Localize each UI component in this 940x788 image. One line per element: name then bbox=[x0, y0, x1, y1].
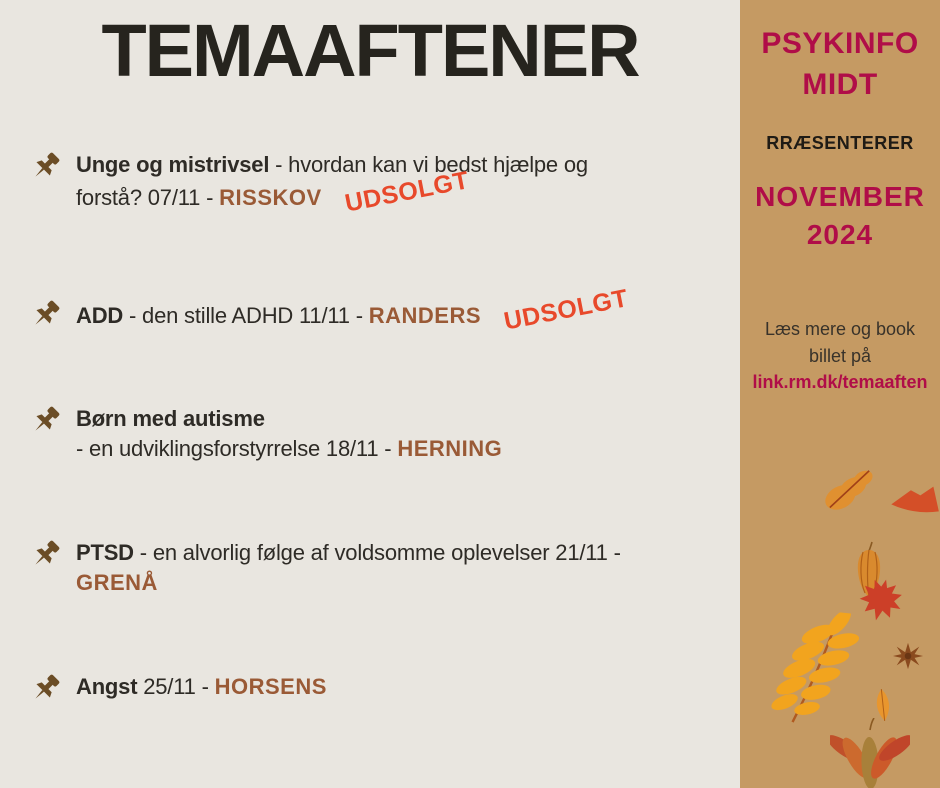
pushpin-icon bbox=[28, 296, 64, 332]
event-topic: ADD bbox=[76, 303, 124, 328]
pushpin-icon bbox=[28, 402, 64, 438]
event-description: - en udviklingsforstyrrelse 18/11 - bbox=[76, 436, 398, 462]
event-description: - den stille ADHD 11/11 - bbox=[123, 303, 369, 328]
rowan-leaf-icon bbox=[762, 606, 866, 737]
event-city: HORSENS bbox=[214, 674, 327, 699]
event-text bbox=[76, 672, 327, 702]
star-anise-icon bbox=[892, 640, 924, 672]
event-item-5 bbox=[28, 672, 327, 706]
cta-line1: Læs mere og book bbox=[764, 318, 916, 339]
event-item-3 bbox=[28, 404, 502, 465]
event-description: - hvordan kan vi bedst hjælpe og forstå? 07/11 - bbox=[76, 152, 588, 211]
sidebar bbox=[740, 0, 940, 788]
event-topic: Angst bbox=[76, 674, 138, 699]
sold-out-badge: UDSOLGT bbox=[501, 284, 631, 336]
event-topic: PTSD bbox=[76, 540, 134, 565]
month-line1: NOVEMBER bbox=[755, 181, 925, 212]
cta-text bbox=[740, 316, 940, 370]
event-text bbox=[76, 150, 636, 218]
small-leaf-icon bbox=[870, 685, 896, 725]
month-line2: 2024 bbox=[806, 218, 874, 250]
event-item-1 bbox=[28, 150, 636, 218]
event-text bbox=[76, 284, 631, 336]
org-name bbox=[740, 24, 940, 105]
event-description: - en alvorlig følge af voldsomme oplevelser 21/11 - bbox=[133, 540, 621, 565]
pushpin-icon bbox=[28, 536, 64, 572]
event-text bbox=[76, 404, 502, 465]
maple-fragment-icon bbox=[888, 480, 940, 517]
creeper-leaf-icon bbox=[830, 718, 910, 788]
page-title: TEMAAFTENER bbox=[101, 9, 639, 92]
event-topic: Unge og mistrivsel bbox=[76, 152, 270, 177]
oak-leaf-icon bbox=[813, 456, 887, 523]
event-city: RISSKOV bbox=[219, 185, 322, 211]
event-topic: Børn med autisme bbox=[76, 406, 265, 431]
pushpin-icon bbox=[28, 148, 64, 184]
event-city: HERNING bbox=[397, 436, 503, 462]
pushpin-icon bbox=[28, 670, 64, 706]
sold-out-badge: UDSOLGT bbox=[342, 166, 472, 218]
event-description: 25/11 - bbox=[137, 674, 215, 699]
event-item-4 bbox=[28, 538, 636, 599]
presents-label: RRÆSENTERER bbox=[766, 133, 914, 153]
event-city: RANDERS bbox=[368, 303, 482, 328]
leaf-decorations bbox=[740, 0, 940, 788]
booking-link[interactable]: link.rm.dk/temaaften bbox=[752, 371, 928, 392]
cta-line2: billet på bbox=[808, 345, 872, 366]
event-item-2 bbox=[28, 284, 631, 336]
month-label bbox=[740, 178, 940, 254]
org-name-line1: PSYKINFO bbox=[761, 27, 919, 60]
org-name-line2: MIDT bbox=[802, 67, 878, 101]
event-city: GRENÅ bbox=[76, 570, 158, 596]
event-text bbox=[76, 538, 636, 599]
physalis-icon bbox=[852, 540, 886, 602]
maple-leaf-icon bbox=[853, 572, 909, 628]
